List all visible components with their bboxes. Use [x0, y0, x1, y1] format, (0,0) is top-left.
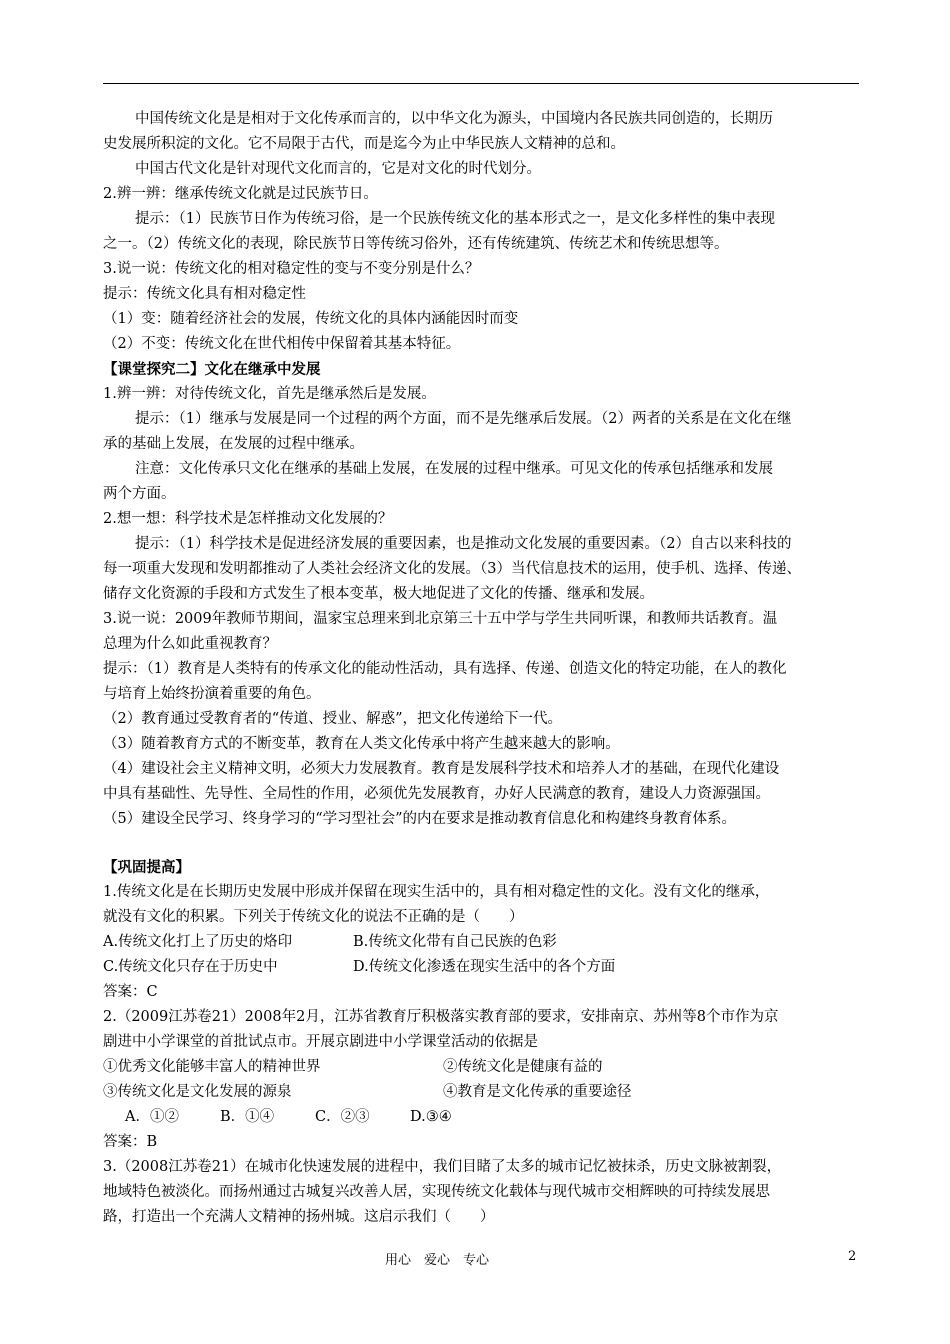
question-line: 2.辨一辨：继承传统文化就是过民族节日。 [103, 186, 378, 202]
hint-line: （5）建设全民学习、终身学习的“学习型社会”的内在要求是推动教育信息化和构建终身教育体系。 [103, 811, 737, 827]
item-4: ④教育是文化传承的重要途径 [443, 1084, 632, 1100]
question-line: 1.辨一辨：对待传统文化，首先是继承然后是发展。 [103, 386, 436, 402]
hint-line: 承的基础上发展，在发展的过程中继承。 [103, 436, 364, 452]
blank-line [103, 832, 859, 855]
section-heading: 【课堂探究二】文化在继承中发展 [103, 361, 321, 378]
question-line: 剧进中小学课堂的首批试点市。开展京剧进中小学课堂活动的依据是 [103, 1034, 538, 1050]
hint-line: （4）建设社会主义精神文明，必须大力发展教育。教育是发展科学技术和培养人才的基础，在现代化建设 [103, 761, 780, 777]
item-row [103, 1055, 859, 1080]
question-line: 路，打造出一个充满人文精神的扬州城。这启示我们（ ） [103, 1209, 495, 1225]
item-1: ①优秀文化能够丰富人的精神世界 [103, 1059, 321, 1075]
note-line: 注意：文化传承只文化在继承的基础上发展，在发展的过程中继承。可见文化的传承包括继承和发展 [135, 461, 773, 477]
item-2: ②传统文化是健康有益的 [443, 1059, 603, 1075]
answer-line: 答案：C [103, 984, 158, 1000]
footer-motto: 用心 爱心 专心 [385, 1253, 490, 1268]
option-d: D.③④ [410, 1109, 452, 1125]
item-3: ③传统文化是文化发展的源泉 [103, 1084, 292, 1100]
question-line: 2.想一想：科学技术是怎样推动文化发展的？ [103, 511, 393, 527]
option-c: C.传统文化只存在于历史中 [103, 959, 278, 975]
option-b: B.传统文化带有自己民族的色彩 [353, 934, 557, 950]
option-row [103, 1105, 859, 1130]
hint-line: （2）不变：传统文化在世代相传中保留着其基本特征。 [103, 336, 461, 352]
question-line: 3.说一说：2009年教师节期间，温家宝总理来到北京第三十五中学与学生共同听课，和教师共话教育。温 [103, 611, 778, 627]
option-a: A.传统文化打上了历史的烙印 [103, 934, 293, 950]
hint-line: 提示：（1）继承与发展是同一个过程的两个方面，而不是先继承后发展。（2）两者的关系是在文化在继 [135, 411, 792, 427]
option-row [103, 955, 859, 980]
question-line: 3.（2008江苏卷21）在城市化快速发展的进程中，我们目睹了太多的城市记忆被抹杀，历史文脉被割裂， [103, 1159, 782, 1175]
question-line: 就没有文化的积累。下列关于传统文化的说法不正确的是（ ） [103, 909, 524, 925]
option-c: C．②③ [315, 1109, 370, 1125]
item-row [103, 1080, 859, 1105]
hint-line: 提示：（1）科学技术是促进经济发展的重要因素，也是推动文化发展的重要因素。（2）自古以来科技的 [135, 536, 792, 552]
paragraph-line: 史发展所积淀的文化。它不局限于古代，而是迄今为止中华民族人文精神的总和。 [103, 136, 625, 152]
hint-line: （2）教育通过受教育者的“传道、授业、解惑”，把文化传递给下一代。 [103, 711, 563, 727]
option-d: D.传统文化渗透在现实生活中的各个方面 [353, 959, 616, 975]
hint-line: （3）随着教育方式的不断变革，教育在人类文化传承中将产生越来越大的影响。 [103, 736, 620, 752]
question-line: 3.说一说：传统文化的相对稳定性的变与不变分别是什么？ [103, 261, 480, 277]
paragraph-line: 中国传统文化是是相对于文化传承而言的，以中华文化为源头，中国境内各民族共同创造的，长期历 [135, 111, 773, 127]
hint-line: 中具有基础性、先导性、全局性的作用，必须优先发展教育，办好人民满意的教育，建设人力资源强国。 [103, 786, 770, 802]
answer-line: 答案：B [103, 1134, 158, 1150]
paragraph-line: 中国古代文化是针对现代文化而言的，它是对文化的时代划分。 [135, 161, 541, 177]
question-line: 2.（2009江苏卷21）2008年2月，江苏省教育厅积极落实教育部的要求，安排南京、苏州等8个市作为京 [103, 1009, 779, 1025]
option-a: A．①② [125, 1109, 179, 1125]
question-line: 总理为什么如此重视教育？ [103, 636, 277, 652]
hint-line: 储存文化资源的手段和方式发生了根本变革，极大地促进了文化的传播、继承和发展。 [103, 586, 654, 602]
hint-line: （1）变：随着经济社会的发展，传统文化的具体内涵能因时而变 [103, 311, 519, 327]
document-body [103, 107, 859, 1230]
question-line: 地域特色被淡化。而扬州通过古城复兴改善人居，实现传统文化载体与现代城市交相辉映的可持续发展思 [103, 1184, 770, 1200]
hint-line: 提示：（1）教育是人类特有的传承文化的能动性活动，具有选择、传递、创造文化的特定功能，在人的教化 [103, 661, 787, 677]
hint-line: 每一项重大发现和发明都推动了人类社会经济文化的发展。（3）当代信息技术的运用，使手机、选择、传递、 [103, 561, 801, 577]
hint-line: 与培育上始终扮演着重要的角色。 [103, 686, 321, 702]
option-b: B．①④ [220, 1109, 275, 1125]
option-row [103, 930, 859, 955]
note-line: 两个方面。 [103, 486, 176, 502]
header-rule [103, 83, 859, 84]
question-line: 1.传统文化是在长期历史发展中形成并保留在现实生活中的，具有相对稳定性的文化。没有文化的继承， [103, 884, 770, 900]
page-number: 2 [848, 1249, 857, 1264]
hint-line: 之一。（2）传统文化的表现，除民族节日等传统习俗外，还有传统建筑、传统艺术和传统思想等。 [103, 236, 729, 252]
section-heading: 【巩固提高】 [103, 859, 190, 876]
hint-line: 提示：传统文化具有相对稳定性 [103, 286, 306, 302]
hint-line: 提示：（1）民族节日作为传统习俗，是一个民族传统文化的基本形式之一，是文化多样性的集中表现 [135, 211, 775, 227]
